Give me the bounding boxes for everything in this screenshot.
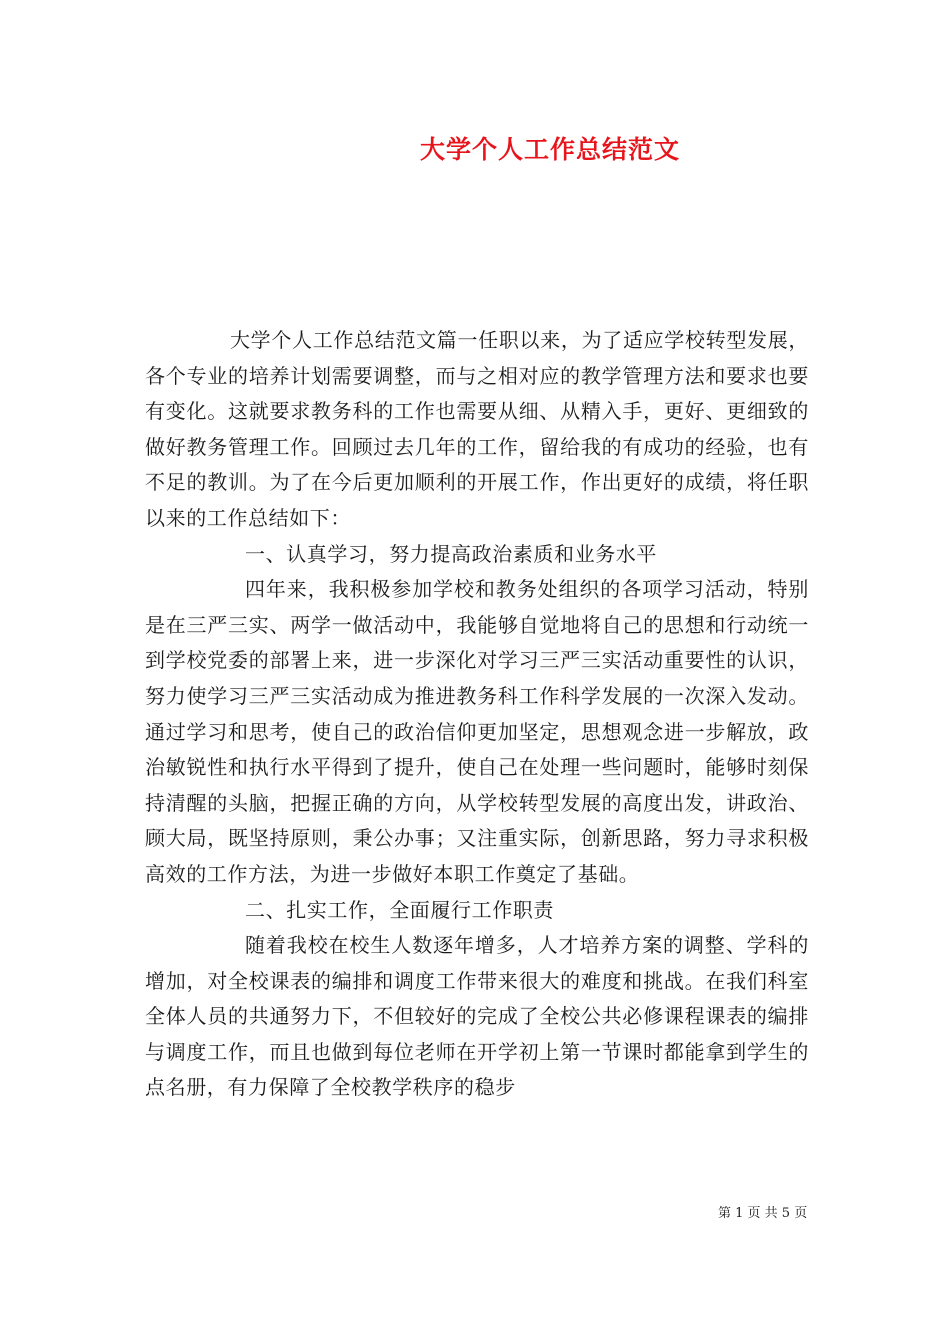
body-paragraph-1: 四年来，我积极参加学校和教务处组织的各项学习活动，特别是在三严三实、两学一做活动中，我能够自觉地将自己的思想和行动统一到学校党委的部署上来，进一步深化对学习三严三实活动重要性的认识，努力使学习三严三实活动成为推进教务科工作科学发展的一次深入发动。通过学习和思考，使自己的政治信仰更加坚定，思想观念进一步解放，政治敏锐性和执行水平得到了提升，使自己在处理一些问题时，能够时刻保持清醒的头脑，把握正确的方向，从学校转型发展的高度出发，讲政治、顾大局，既坚持原则，秉公办事；又注重实际，创新思路，努力寻求积极高效的工作方法，为进一步做好本职工作奠定了基础。 xyxy=(145,577,809,886)
page-number-footer: 第 1 页 共 5 页 xyxy=(718,1206,808,1221)
section-heading-1: 一、认真学习，努力提高政治素质和业务水平 xyxy=(245,541,657,566)
body-paragraph-intro: 大学个人工作总结范文篇一任职以来，为了适应学校转型发展，各个专业的培养计划需要调整，而与之相对应的教学管理方法和要求也要有变化。这就要求教务科的工作也需要从细、从精入手，更好、更细致的做好教务管理工作。回顾过去几年的工作，留给我的有成功的经验，也有不足的教训。为了在今后更加顺利的开展工作，作出更好的成绩，将任职以来的工作总结如下： xyxy=(145,328,809,530)
section-heading-2: 二、扎实工作，全面履行工作职责 xyxy=(245,897,554,922)
body-paragraph-2: 随着我校在校生人数逐年增多，人才培养方案的调整、学科的增加，对全校课表的编排和调度工作带来很大的难度和挑战。在我们科室全体人员的共通努力下，不但较好的完成了全校公共必修课程课表的编排与调度工作，而且也做到每位老师在开学初上第一节课时都能拿到学生的点名册，有力保障了全校教学秩序的稳步 xyxy=(145,933,809,1100)
document-body xyxy=(145,323,809,1106)
document-title: 大学个人工作总结范文 xyxy=(419,135,680,164)
